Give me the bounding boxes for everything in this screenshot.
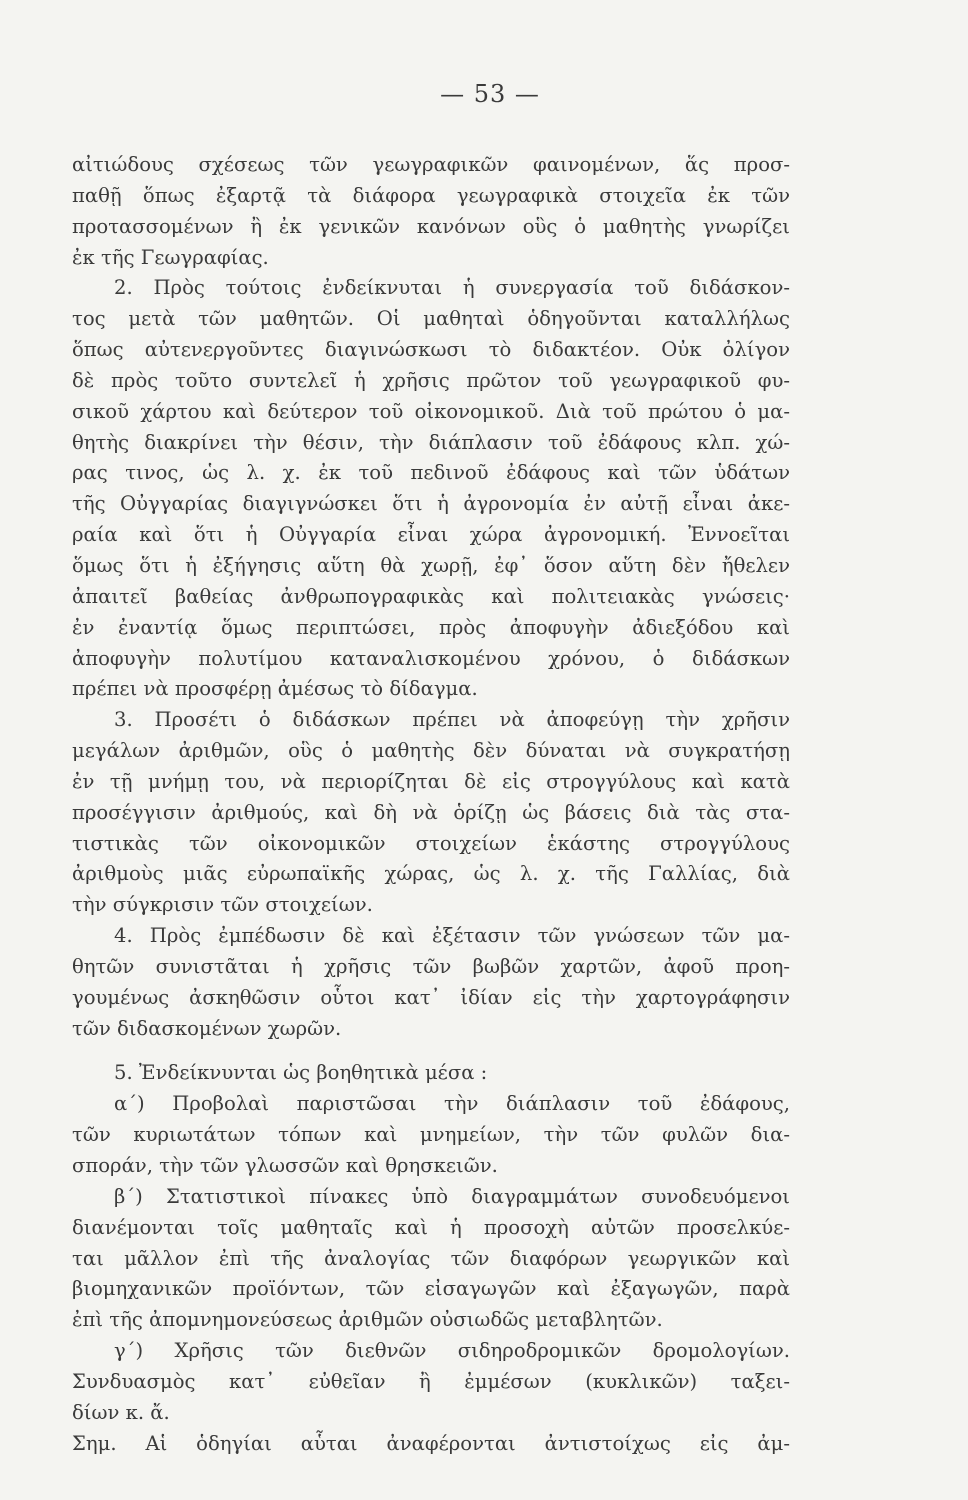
text-line: Συνδυασμὸς κατ᾽ εὐθεῖαν ἢ ἐμμέσων (κυκλικῶν) ταξει- — [72, 1369, 790, 1393]
text-line: 3. Προσέτι ὁ διδάσκων πρέπει νὰ ἀποφεύγῃ τὴν χρῆσιν — [114, 708, 790, 732]
text-line: δὲ πρὸς τοῦτο συντελεῖ ἡ χρῆσις πρῶτον τοῦ γεωγραφικοῦ φυ- — [72, 368, 790, 392]
text-line: τὴν σύγκρισιν τῶν στοιχείων. — [72, 893, 373, 917]
paragraph-gap — [72, 1044, 790, 1058]
text-line: ὅμως ὅτι ἡ ἐξήγησις αὕτη θὰ χωρῇ, ἐφ᾽ ὅσον αὕτη δὲν ἤθελεν — [72, 553, 790, 577]
page-number: — 53 — — [440, 80, 540, 108]
text-line: ἀποφυγὴν πολυτίμου καταναλισκομένου χρόνου, ὁ διδάσκων — [72, 646, 790, 670]
text-line: 5. Ἐνδείκνυνται ὡς βοηθητικὰ μέσα : — [114, 1061, 488, 1085]
text-line: θητῶν συνιστᾶται ἡ χρῆσις τῶν βωβῶν χαρτῶν, ἀφοῦ προη- — [72, 954, 790, 978]
text-line: ἐκ τῆς Γεωγραφίας. — [72, 245, 269, 269]
text-line: μεγάλων ἀριθμῶν, οὓς ὁ μαθητὴς δὲν δύναται νὰ συγκρατήσῃ — [72, 739, 790, 763]
text-line: β΄) Στατιστικοὶ πίνακες ὑπὸ διαγραμμάτων συνοδευόμενοι — [114, 1184, 790, 1208]
text-line: προσέγγισιν ἀριθμούς, καὶ δὴ νὰ ὁρίζῃ ὡς βάσεις διὰ τὰς στα- — [72, 800, 790, 824]
text-line: 4. Πρὸς ἐμπέδωσιν δὲ καὶ ἐξέτασιν τῶν γνώσεων τῶν μα- — [114, 924, 790, 948]
text-line: τῆς Οὐγγαρίας διαγιγνώσκει ὅτι ἡ ἀγρονομία ἐν αὐτῇ εἶναι ἀκε- — [72, 492, 790, 516]
text-line: ἐπὶ τῆς ἀπομνημονεύσεως ἀριθμῶν οὐσιωδῶς μεταβλητῶν. — [72, 1308, 663, 1332]
text-line: τῶν διδασκομένων χωρῶν. — [72, 1016, 342, 1040]
text-line: δίων κ. ἄ. — [72, 1400, 170, 1424]
text-line: ἀπαιτεῖ βαθείας ἀνθρωπογραφικὰς καὶ πολιτειακὰς γνώσεις· — [72, 584, 790, 608]
text-line: ἐν ἐναντίᾳ ὅμως περιπτώσει, πρὸς ἀποφυγὴν ἀδιεξόδου καὶ — [72, 615, 790, 639]
text-line: ὅπως αὐτενεργοῦντες διαγινώσκωσι τὸ διδακτέον. Οὐκ ὀλίγον — [72, 338, 790, 362]
text-line: α΄) Προβολαὶ παριστῶσαι τὴν διάπλασιν τοῦ ἐδάφους, — [114, 1092, 790, 1116]
text-line: γ΄) Χρῆσις τῶν διεθνῶν σιδηροδρομικῶν δρομολογίων. — [114, 1339, 790, 1363]
text-line: τιστικὰς τῶν οἰκονομικῶν στοιχείων ἑκάστης στρογγύλους — [72, 831, 790, 855]
body-text — [72, 150, 790, 1459]
text-line: τος μετὰ τῶν μαθητῶν. Οἱ μαθηταὶ ὁδηγοῦνται καταλλήλως — [72, 307, 790, 331]
text-line: Σημ. Αἱ ὁδηγίαι αὗται ἀναφέρονται ἀντιστοίχως εἰς ἀμ- — [72, 1431, 790, 1455]
text-line: τῶν κυριωτάτων τόπων καὶ μνημείων, τὴν τῶν φυλῶν δια- — [72, 1123, 790, 1147]
text-line: προτασσομένων ἢ ἐκ γενικῶν κανόνων οὓς ὁ μαθητὴς γνωρίζει — [72, 214, 790, 238]
text-line: ἐν τῇ μνήμῃ του, νὰ περιορίζηται δὲ εἰς στρογγύλους καὶ κατὰ — [72, 769, 790, 793]
text-line: θητὴς διακρίνει τὴν θέσιν, τὴν διάπλασιν τοῦ ἐδάφους κλπ. χώ- — [72, 430, 790, 454]
text-line: βιομηχανικῶν προϊόντων, τῶν εἰσαγωγῶν καὶ ἐξαγωγῶν, παρὰ — [72, 1277, 790, 1301]
text-line: ρας τινος, ὡς λ. χ. ἐκ τοῦ πεδινοῦ ἐδάφους καὶ τῶν ὑδάτων — [72, 461, 790, 485]
text-line: ἀριθμοὺς μιᾶς εὐρωπαϊκῆς χώρας, ὡς λ. χ. τῆς Γαλλίας, διὰ — [72, 862, 790, 886]
text-line: σποράν, τὴν τῶν γλωσσῶν καὶ θρησκειῶν. — [72, 1154, 498, 1177]
text-line: αἰτιώδους σχέσεως τῶν γεωγραφικῶν φαινομένων, ἅς προσ- — [72, 153, 790, 176]
text-line: γουμένως ἀσκηθῶσιν οὗτοι κατ᾽ ἰδίαν εἰς τὴν χαρτογράφησιν — [72, 985, 790, 1009]
text-line: ραία καὶ ὅτι ἡ Οὐγγαρία εἶναι χώρα ἀγρονομική. Ἐννοεῖται — [72, 523, 790, 547]
text-line: σικοῦ χάρτου καὶ δεύτερον τοῦ οἰκονομικοῦ. Διὰ τοῦ πρώτου ὁ μα- — [72, 399, 790, 423]
text-line: παθῇ ὅπως ἐξαρτᾷ τὰ διάφορα γεωγραφικὰ στοιχεῖα ἐκ τῶν — [72, 183, 790, 207]
text-line: 2. Πρὸς τούτοις ἐνδείκνυται ἡ συνεργασία τοῦ διδάσκον- — [114, 276, 790, 300]
text-line: πρέπει νὰ προσφέρῃ ἀμέσως τὸ δίδαγμα. — [72, 677, 478, 701]
text-line: διανέμονται τοῖς μαθηταῖς καὶ ἡ προσοχὴ αὐτῶν προσελκύε- — [72, 1215, 790, 1239]
text-line: ται μᾶλλον ἐπὶ τῆς ἀναλογίας τῶν διαφόρων γεωργικῶν καὶ — [72, 1246, 790, 1270]
